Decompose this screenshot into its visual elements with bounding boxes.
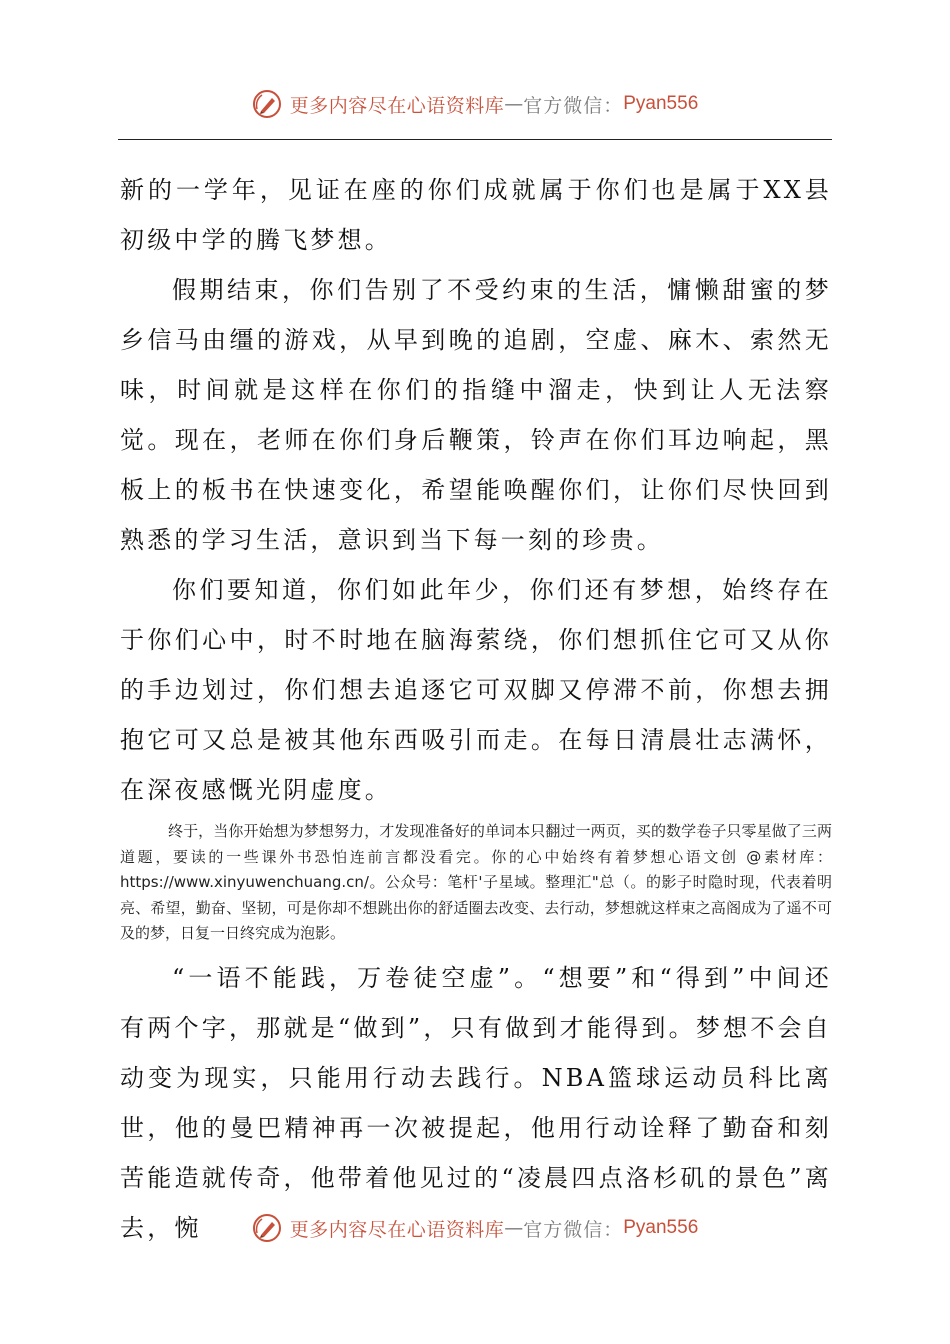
banner-dash: — — [504, 1217, 524, 1239]
document-body — [120, 165, 832, 1253]
banner-wechat-label: 官方微信： — [523, 94, 624, 117]
banner-brand: 更多内容尽在心语资料库 — [289, 94, 505, 117]
paragraph-4: “一语不能践，万卷徒空虚”。“想要”和“得到”中间还有两个字，那就是“做到”，只有做到才能得到。梦想不会自动变为现实，只能用行动去践行。NBA篮球运动员科比离世，他的曼巴精神再一次被提起，他用行动诠释了勤奋和刻苦能造就传奇，他带着他见过的“凌晨四点洛杉矶的景色”离去，惋 — [120, 963, 832, 1242]
header-banner — [0, 84, 950, 124]
pen-logo-icon — [252, 1213, 282, 1243]
pen-logo-icon — [252, 89, 282, 119]
footer-banner — [0, 1208, 950, 1248]
banner-brand: 更多内容尽在心语资料库 — [289, 1218, 505, 1241]
header-divider — [118, 139, 832, 140]
inserted-note-paragraph: 终于，当你开始想为梦想努力，才发现准备好的单词本只翻过一两页，买的数学卷子只零星做了三两道题，要读的一些课外书恐怕连前言都没看完。你的心中始终有着梦想心语文创 @素材库：https://www.xinyuwenchuang.cn/。公众号：笔杆'子星域。整理汇"总（。的影子时隐时现，代表着明亮、希望，勤奋、坚韧，可是你却不想跳出你的舒适圈去改变、去行动，梦想就这样束之高阁成为了遥不可及的梦，日复一日终究成为泡影。 — [120, 822, 832, 942]
paragraph-1: 新的一学年，见证在座的你们成就属于你们也是属于XX县初级中学的腾飞梦想。 — [120, 176, 832, 254]
paragraph-3: 你们要知道，你们如此年少，你们还有梦想，始终存在于你们心中，时不时地在脑海萦绕，你们想抓住它可又从你的手边划过，你们想去追逐它可双脚又停滞不前，你想去拥抱它可又总是被其他东西吸引而走。在每日清晨壮志满怀，在深夜感慨光阴虚度。 — [120, 576, 832, 804]
paragraph-2: 假期结束，你们告别了不受约束的生活，慵懒甜蜜的梦乡信马由缰的游戏，从早到晚的追剧，空虚、麻木、索然无味，时间就是这样在你们的指缝中溜走，快到让人无法察觉。现在，老师在你们身后鞭策，铃声在你们耳边响起，黑板上的板书在快速变化，希望能唤醒你们，让你们尽快回到熟悉的学习生活，意识到当下每一刻的珍贵。 — [120, 276, 832, 554]
banner-wechat-label: 官方微信： — [523, 1218, 624, 1241]
banner-wechat-account: Pyan556 — [623, 93, 699, 114]
banner-dash: — — [504, 93, 524, 115]
banner-wechat-account: Pyan556 — [623, 1217, 699, 1238]
